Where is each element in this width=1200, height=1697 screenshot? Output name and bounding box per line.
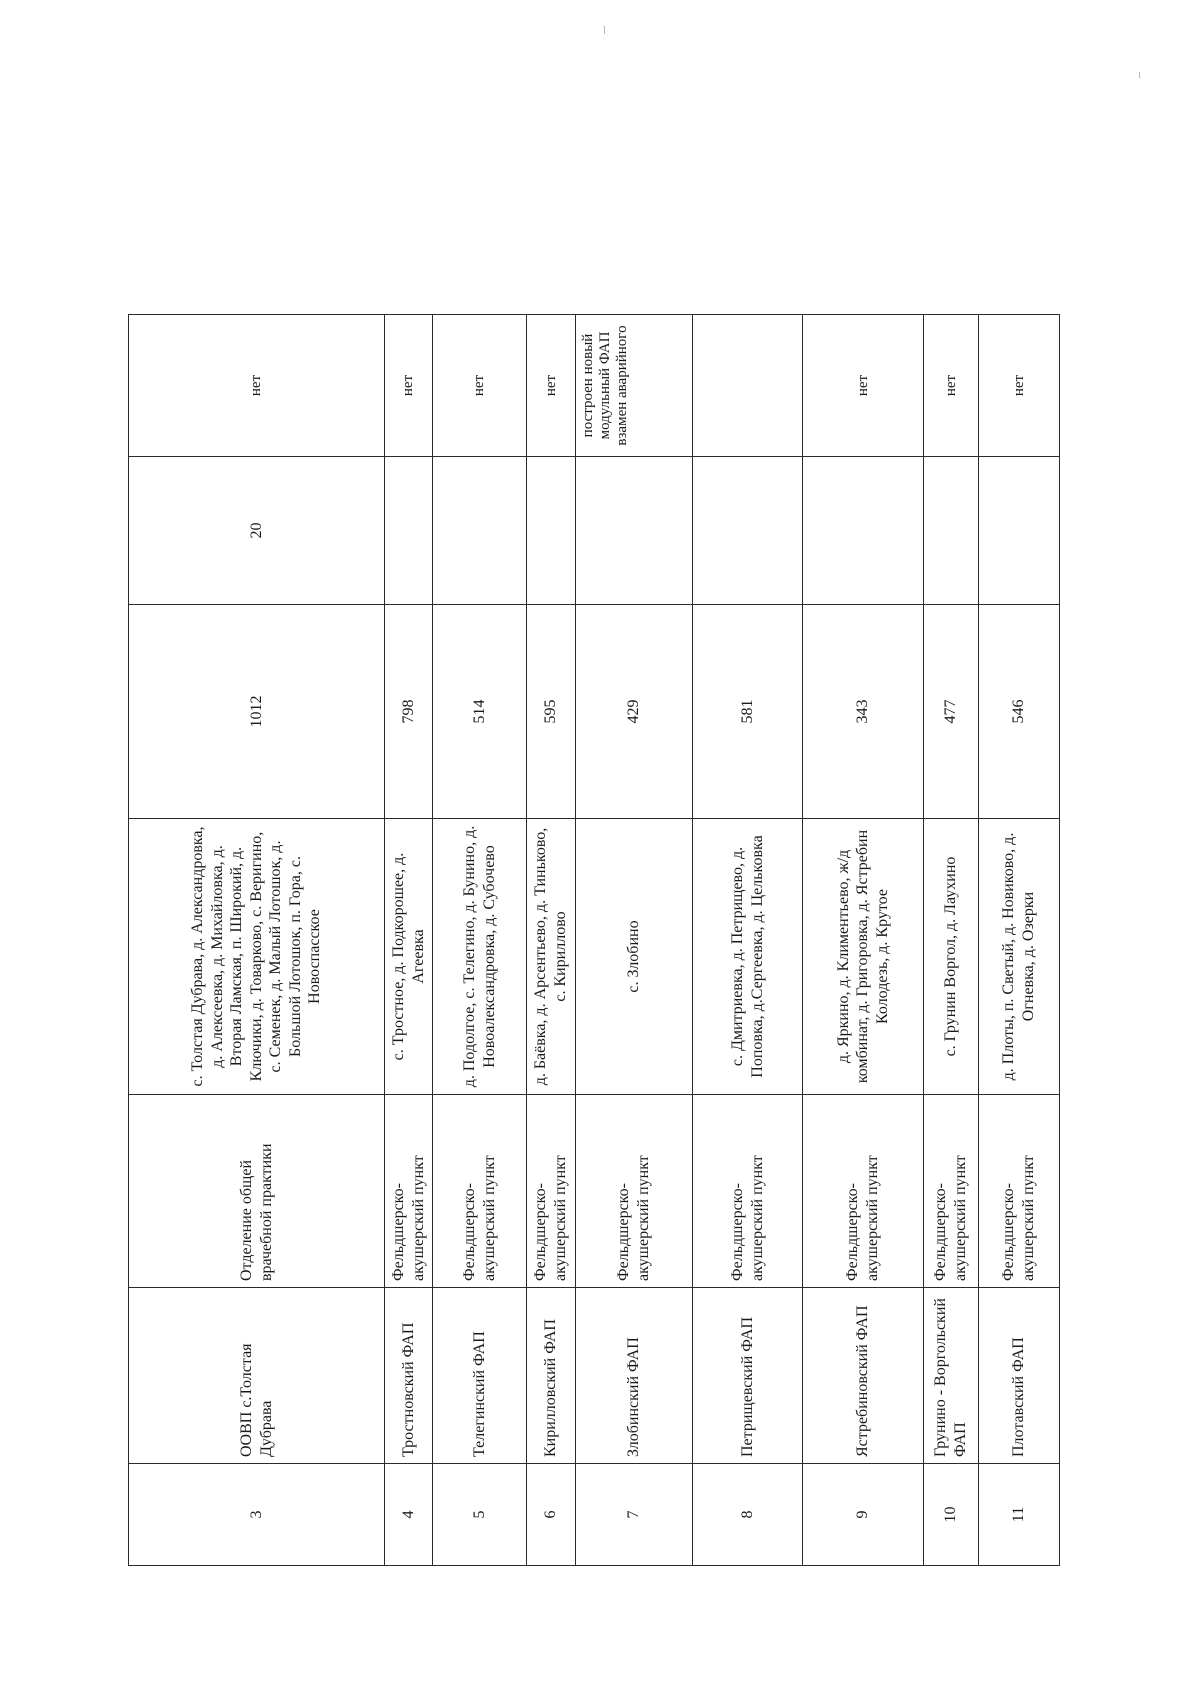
table-row [803, 315, 924, 1566]
table-row [576, 315, 693, 1566]
note: нет [803, 315, 924, 457]
served-settlements: д. Плоты, п. Светый, д. Новиково, д. Огневка, д. Озерки [979, 819, 1060, 1095]
population-count: 546 [979, 605, 1060, 819]
note: нет [385, 315, 433, 457]
facility-type: Фельдшерско-акушерский пункт [924, 1095, 979, 1288]
row-number: 6 [527, 1464, 576, 1566]
facility-name: Грунино - Воргольский ФАП [924, 1288, 979, 1464]
facilities-table [128, 314, 1060, 1566]
note: построен новый модульный ФАП взамен аварийного [576, 315, 693, 457]
table-row [433, 315, 527, 1566]
population-count: 343 [803, 605, 924, 819]
note: нет [527, 315, 576, 457]
scan-mark [1139, 72, 1140, 78]
served-settlements: с. Дмитриевка, д. Петрищево, д. Поповка, д.Сергеевка, д. Цельковка [693, 819, 803, 1095]
served-settlements: д. Баёвка, д. Арсентьево, д. Тиньково, с. Кириллово [527, 819, 576, 1095]
extra-count [924, 457, 979, 605]
served-settlements: д. Яркино, д. Климентьево, ж/д комбинат, д. Григоровка, д. Ястребин Колодезь, д. Крутое [803, 819, 924, 1095]
facility-name: Телегинский ФАП [433, 1288, 527, 1464]
facility-name: Плотавский ФАП [979, 1288, 1060, 1464]
extra-count [803, 457, 924, 605]
table-row [693, 315, 803, 1566]
row-number: 4 [385, 1464, 433, 1566]
facility-type: Фельдшерско-акушерский пункт [527, 1095, 576, 1288]
facility-name: Тростновский ФАП [385, 1288, 433, 1464]
facility-name: Ястребиновский ФАП [803, 1288, 924, 1464]
population-count: 477 [924, 605, 979, 819]
population-count: 1012 [129, 605, 385, 819]
note: нет [924, 315, 979, 457]
table-row [924, 315, 979, 1566]
served-settlements: с. Толстая Дубрава, д. Александровка, д. Алексеевка, д. Михайловка, д. Вторая Ламская, п. Широкий, д. Ключики, д. Товарково, с. Веригино, с. Семенек, д. Малый Лотошок, д. Большой Лотошок, п. Гора, с. Новоспасское [129, 819, 385, 1095]
facility-type: Фельдшерско-акушерский пункт [693, 1095, 803, 1288]
facility-type: Фельдшерско-акушерский пункт [803, 1095, 924, 1288]
extra-count [693, 457, 803, 605]
row-number: 7 [576, 1464, 693, 1566]
extra-count [576, 457, 693, 605]
population-count: 429 [576, 605, 693, 819]
table-row [385, 315, 433, 1566]
row-number: 5 [433, 1464, 527, 1566]
facility-type: Фельдшерско-акушерский пункт [433, 1095, 527, 1288]
facility-name: ООВП с.Толстая Дубрава [129, 1288, 385, 1464]
facility-type: Фельдшерско-акушерский пункт [576, 1095, 693, 1288]
population-count: 581 [693, 605, 803, 819]
population-count: 514 [433, 605, 527, 819]
facility-name: Кирилловский ФАП [527, 1288, 576, 1464]
facility-type: Отделение общей врачебной практики [129, 1095, 385, 1288]
extra-count [527, 457, 576, 605]
served-settlements: с. Тростное, д. Подкорошее, д. Агеевка [385, 819, 433, 1095]
facilities-table-rotated [128, 315, 1059, 1566]
row-number: 9 [803, 1464, 924, 1566]
row-number: 11 [979, 1464, 1060, 1566]
extra-count [433, 457, 527, 605]
facility-type: Фельдшерско-акушерский пункт [979, 1095, 1060, 1288]
note: нет [979, 315, 1060, 457]
facility-name: Петрищевский ФАП [693, 1288, 803, 1464]
extra-count [385, 457, 433, 605]
population-count: 798 [385, 605, 433, 819]
served-settlements: д. Подолгое, с. Телегино, д. Бунино, д. Новоалександровка, д. Субочево [433, 819, 527, 1095]
served-settlements: с. Злобино [576, 819, 693, 1095]
scan-mark [604, 26, 605, 34]
row-number: 10 [924, 1464, 979, 1566]
note [693, 315, 803, 457]
table-row [979, 315, 1060, 1566]
extra-count: 20 [129, 457, 385, 605]
row-number: 8 [693, 1464, 803, 1566]
served-settlements: с. Грунин Воргол, д. Лаухино [924, 819, 979, 1095]
table-row [129, 315, 385, 1566]
note: нет [129, 315, 385, 457]
facility-type: Фельдшерско-акушерский пункт [385, 1095, 433, 1288]
population-count: 595 [527, 605, 576, 819]
extra-count [979, 457, 1060, 605]
facility-name: Злобинский ФАП [576, 1288, 693, 1464]
row-number: 3 [129, 1464, 385, 1566]
note: нет [433, 315, 527, 457]
table-row [527, 315, 576, 1566]
